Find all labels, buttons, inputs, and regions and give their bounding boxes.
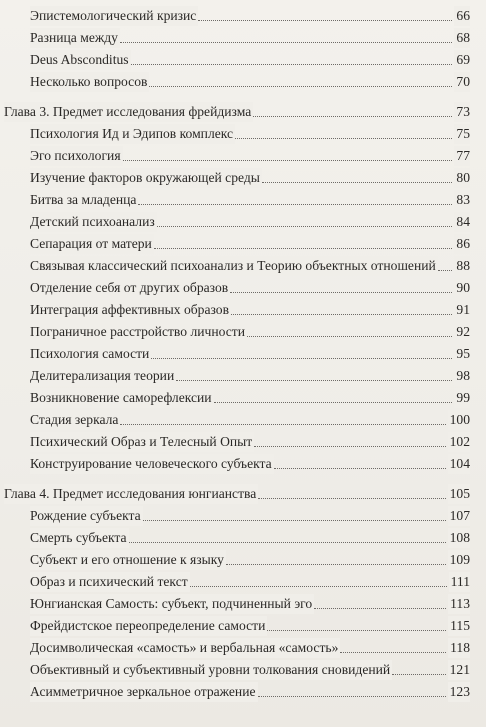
dot-leader bbox=[267, 630, 446, 631]
toc-entry-row bbox=[0, 528, 486, 548]
entry-title: Пограничное расстройство личности bbox=[30, 322, 247, 342]
toc-entry-row bbox=[0, 72, 486, 92]
entry-title: Психический Образ и Телесный Опыт bbox=[30, 432, 254, 452]
page-number: 108 bbox=[448, 528, 470, 548]
page-number: 70 bbox=[454, 72, 470, 92]
entry-title: Битва за младенца bbox=[30, 190, 138, 210]
toc-entry-row bbox=[0, 50, 486, 70]
entry-title: Психология самости bbox=[30, 344, 151, 364]
toc-entry-row bbox=[0, 278, 486, 298]
page-number: 95 bbox=[454, 344, 470, 364]
dot-leader bbox=[274, 468, 446, 469]
page-number: 104 bbox=[448, 454, 470, 474]
entry-title: Объективный и субъективный уровни толкования сновидений bbox=[30, 660, 392, 680]
entry-title: Детский психоанализ bbox=[30, 212, 157, 232]
entry-title: Возникновение саморефлексии bbox=[30, 388, 214, 408]
page-number: 118 bbox=[448, 638, 470, 658]
dot-leader bbox=[176, 380, 452, 381]
dot-leader bbox=[392, 674, 446, 675]
page-number: 83 bbox=[454, 190, 470, 210]
page-number: 92 bbox=[454, 322, 470, 342]
page-number: 107 bbox=[448, 506, 470, 526]
entry-title: Стадия зеркала bbox=[30, 410, 120, 430]
page-number: 75 bbox=[454, 124, 470, 144]
entry-title: Смерть субъекта bbox=[30, 528, 129, 548]
page-number: 121 bbox=[448, 660, 470, 680]
toc-entry-row bbox=[0, 660, 486, 680]
page-number: 100 bbox=[448, 410, 470, 430]
dot-leader bbox=[262, 182, 452, 183]
toc-entry-row bbox=[0, 322, 486, 342]
dot-leader bbox=[231, 314, 452, 315]
page-number: 66 bbox=[454, 6, 470, 26]
page-number: 113 bbox=[448, 594, 470, 614]
dot-leader bbox=[226, 564, 446, 565]
entry-title: Сепарация от матери bbox=[30, 234, 154, 254]
toc-entry-row bbox=[0, 572, 486, 592]
dot-leader bbox=[131, 64, 452, 65]
dot-leader bbox=[120, 424, 446, 425]
page-number: 73 bbox=[454, 102, 470, 122]
dot-leader bbox=[123, 160, 452, 161]
toc-entry-row bbox=[0, 124, 486, 144]
entry-title: Эпистемологический кризис bbox=[30, 6, 198, 26]
toc-entry-row bbox=[0, 550, 486, 570]
toc-entry-row bbox=[0, 234, 486, 254]
entry-title: Связывая классический психоанализ и Теорию объектных отношений bbox=[30, 256, 438, 276]
page-number: 90 bbox=[454, 278, 470, 298]
page-number: 111 bbox=[449, 572, 470, 592]
toc-entry-row bbox=[0, 6, 486, 26]
entry-title: Образ и психический текст bbox=[30, 572, 190, 592]
page-number: 102 bbox=[448, 432, 470, 452]
dot-leader bbox=[314, 608, 446, 609]
dot-leader bbox=[438, 270, 452, 271]
page-number: 91 bbox=[454, 300, 470, 320]
dot-leader bbox=[340, 652, 446, 653]
toc-entry-row bbox=[0, 594, 486, 614]
toc-entry-row bbox=[0, 682, 486, 702]
dot-leader bbox=[230, 292, 452, 293]
page-number: 86 bbox=[454, 234, 470, 254]
dot-leader bbox=[258, 498, 446, 499]
entry-title: Deus Absconditus bbox=[30, 50, 131, 70]
page-number: 123 bbox=[448, 682, 470, 702]
entry-title: Конструирование человеческого субъекта bbox=[30, 454, 274, 474]
page-number: 80 bbox=[454, 168, 470, 188]
toc-entry-row bbox=[0, 432, 486, 452]
dot-leader bbox=[198, 20, 452, 21]
dot-leader bbox=[190, 586, 447, 587]
page-number: 98 bbox=[454, 366, 470, 386]
entry-title: Эго психология bbox=[30, 146, 123, 166]
toc-entry-row bbox=[0, 388, 486, 408]
entry-title: Изучение факторов окружающей среды bbox=[30, 168, 262, 188]
toc-entry-row bbox=[0, 256, 486, 276]
entry-title: Интеграция аффективных образов bbox=[30, 300, 231, 320]
page-number: 109 bbox=[448, 550, 470, 570]
entry-title: Несколько вопросов bbox=[30, 72, 149, 92]
page-number: 77 bbox=[454, 146, 470, 166]
dot-leader bbox=[157, 226, 452, 227]
entry-title: Рождение субъекта bbox=[30, 506, 143, 526]
page-number: 88 bbox=[454, 256, 470, 276]
dot-leader bbox=[253, 116, 452, 117]
entry-title: Асимметричное зеркальное отражение bbox=[30, 682, 258, 702]
toc-entry-row bbox=[0, 638, 486, 658]
dot-leader bbox=[154, 248, 452, 249]
toc-chapter-row bbox=[0, 102, 486, 122]
entry-title: Досимволическая «самость» и вербальная «самость» bbox=[30, 638, 340, 658]
page-number: 105 bbox=[448, 484, 470, 504]
entry-title: Юнгианская Самость: субъект, подчиненный эго bbox=[30, 594, 314, 614]
dot-leader bbox=[235, 138, 452, 139]
page-number: 115 bbox=[448, 616, 470, 636]
toc-chapter-row bbox=[0, 484, 486, 504]
toc-entry-row bbox=[0, 344, 486, 364]
toc-entry-row bbox=[0, 410, 486, 430]
toc-entry-row bbox=[0, 146, 486, 166]
toc-entry-row bbox=[0, 300, 486, 320]
entry-title: Делитерализация теории bbox=[30, 366, 176, 386]
page-number: 69 bbox=[454, 50, 470, 70]
entry-title: Субъект и его отношение к языку bbox=[30, 550, 226, 570]
dot-leader bbox=[258, 696, 446, 697]
dot-leader bbox=[149, 86, 452, 87]
dot-leader bbox=[138, 204, 452, 205]
page-number: 84 bbox=[454, 212, 470, 232]
chapter-title: Глава 4. Предмет исследования юнгианства bbox=[4, 484, 258, 504]
page-number: 68 bbox=[454, 28, 470, 48]
toc-entry-row bbox=[0, 616, 486, 636]
toc-entry-row bbox=[0, 506, 486, 526]
dot-leader bbox=[214, 402, 452, 403]
entry-title: Фрейдистское переопределение самости bbox=[30, 616, 267, 636]
entry-title: Отделение себя от других образов bbox=[30, 278, 230, 298]
dot-leader bbox=[254, 446, 446, 447]
page-number: 99 bbox=[454, 388, 470, 408]
dot-leader bbox=[120, 42, 452, 43]
dot-leader bbox=[247, 336, 452, 337]
entry-title: Психология Ид и Эдипов комплекс bbox=[30, 124, 235, 144]
toc-entry-row bbox=[0, 454, 486, 474]
toc-entry-row bbox=[0, 190, 486, 210]
dot-leader bbox=[143, 520, 446, 521]
toc-entry-row bbox=[0, 168, 486, 188]
dot-leader bbox=[129, 542, 446, 543]
toc-entry-row bbox=[0, 366, 486, 386]
dot-leader bbox=[151, 358, 452, 359]
chapter-title: Глава 3. Предмет исследования фрейдизма bbox=[4, 102, 253, 122]
toc-entry-row bbox=[0, 28, 486, 48]
toc-entry-row bbox=[0, 212, 486, 232]
entry-title: Разница между bbox=[30, 28, 120, 48]
